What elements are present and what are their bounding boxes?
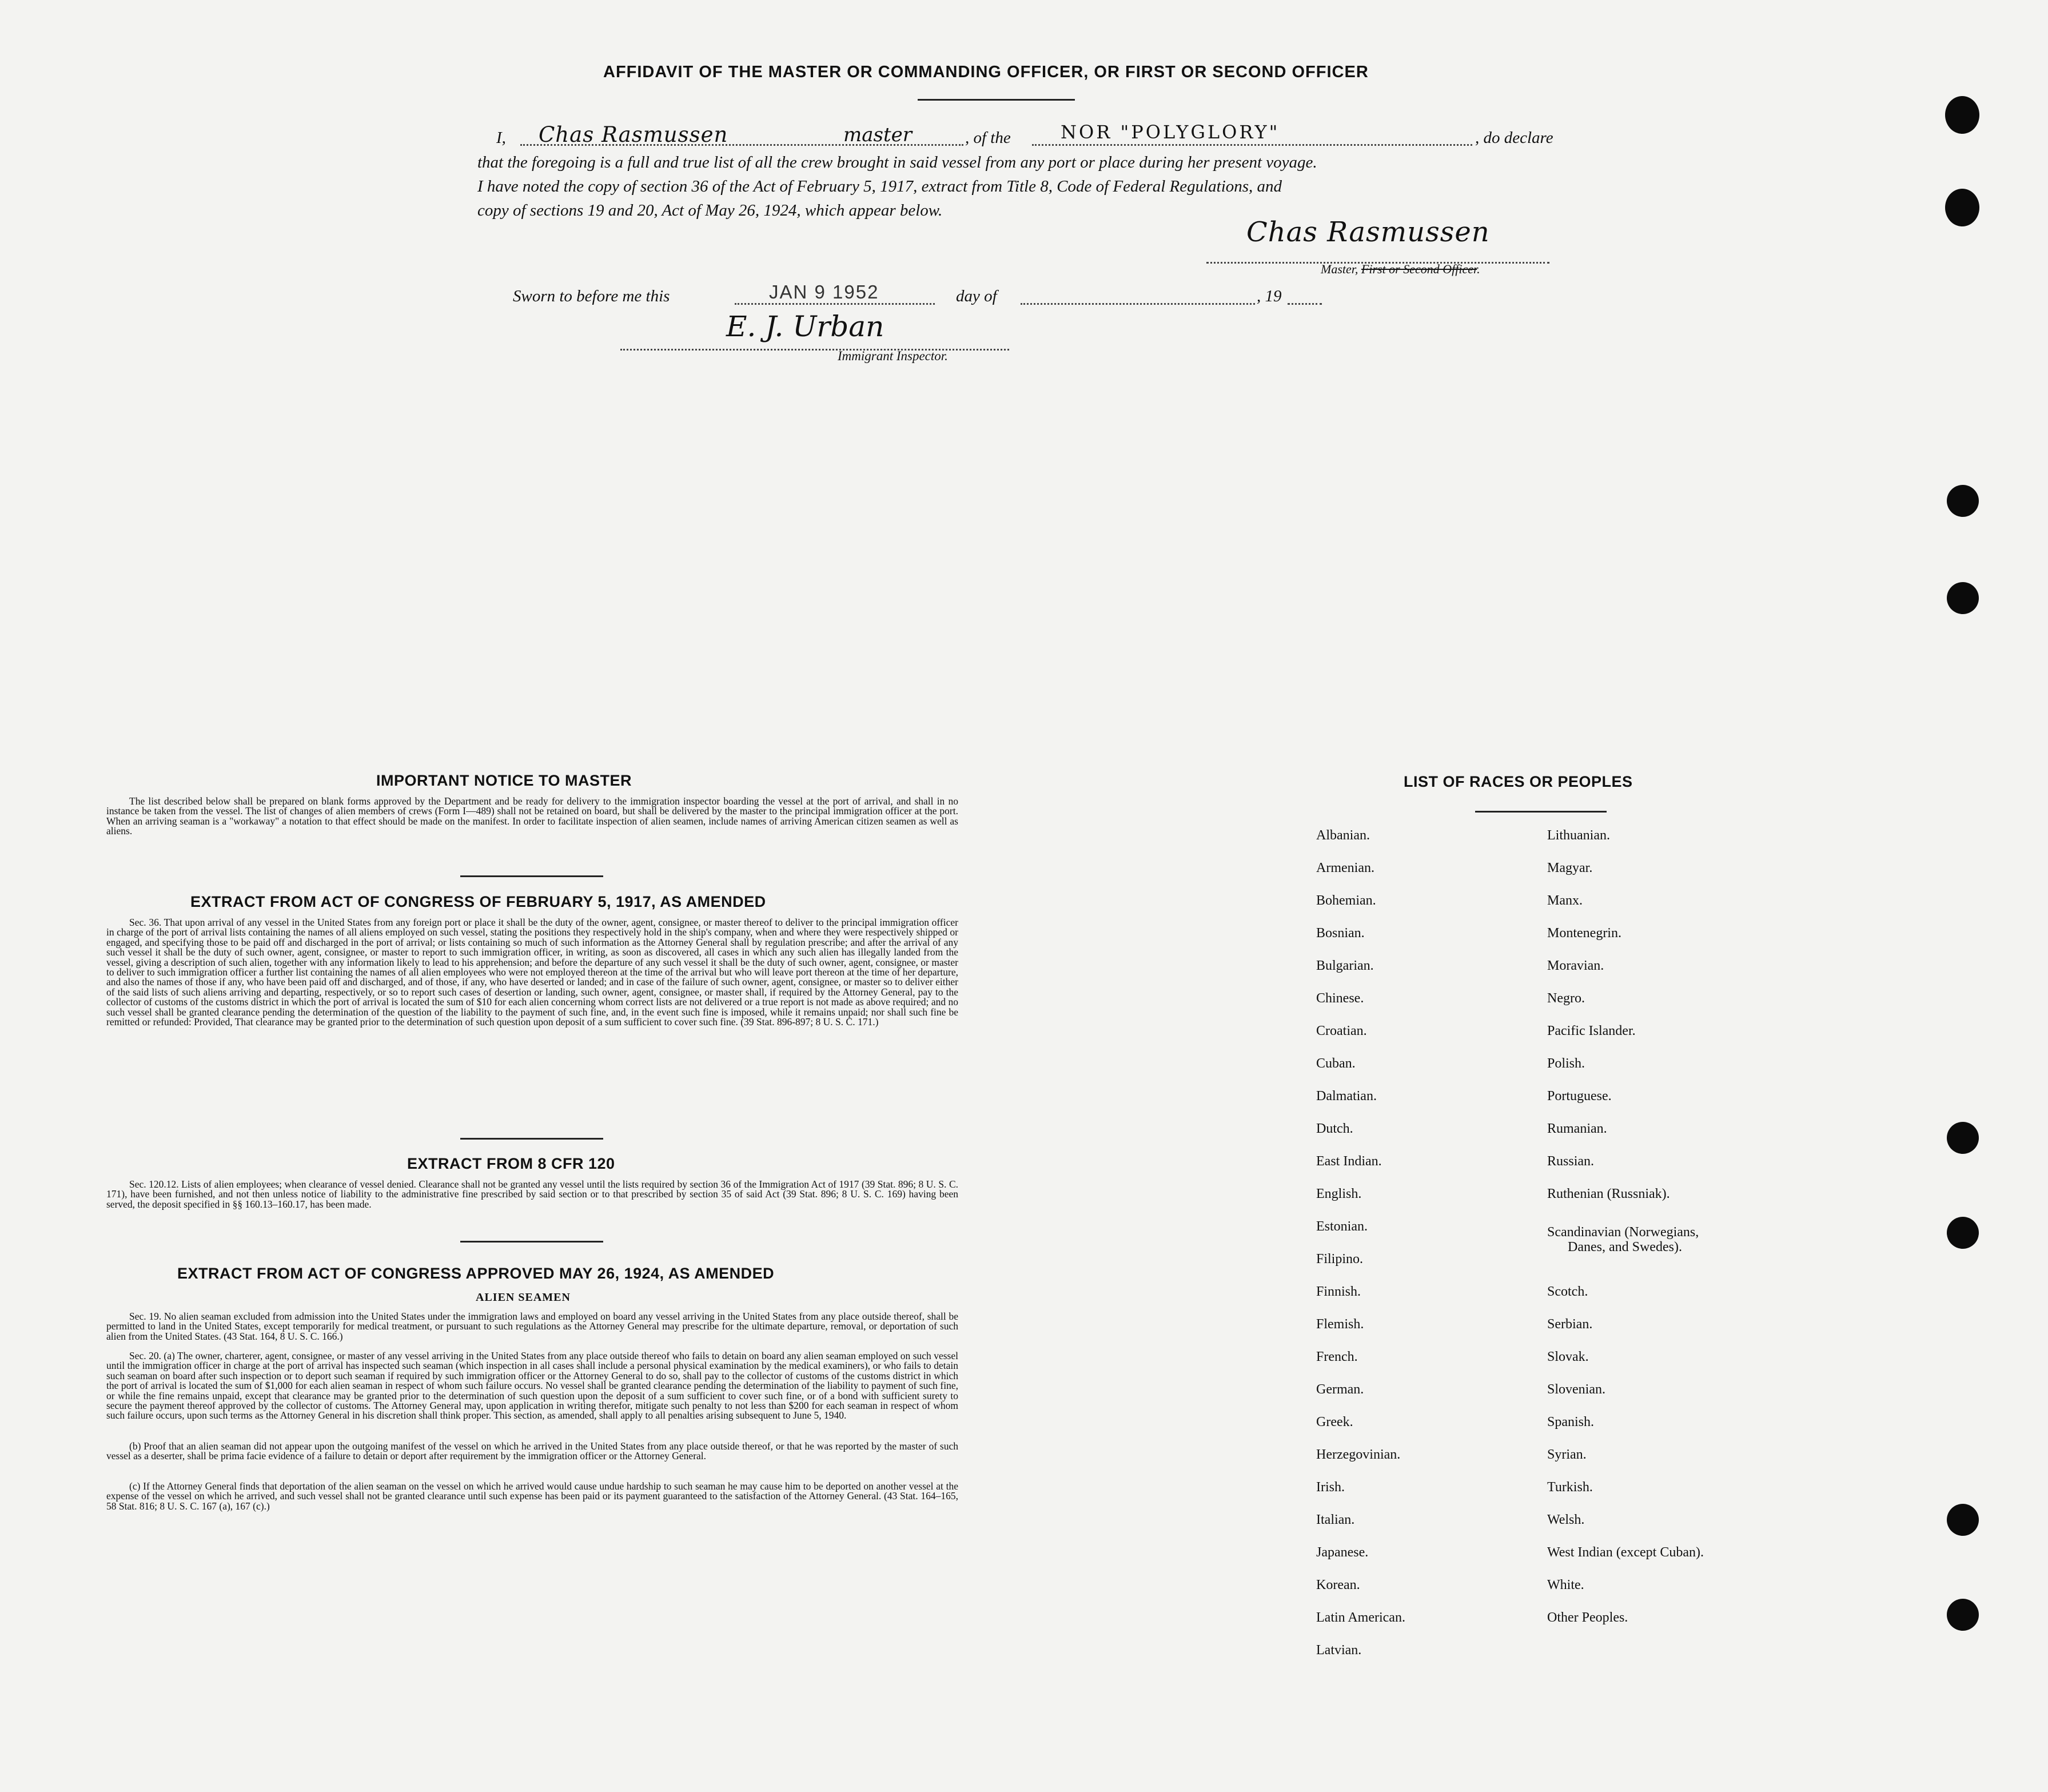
race-right-item: Syrian. — [1547, 1447, 1587, 1462]
race-left-item: Armenian. — [1316, 861, 1374, 875]
alien-seamen-subtitle: ALIEN SEAMEN — [476, 1291, 571, 1304]
race-right-item-continued: Danes, and Swedes). — [1568, 1240, 1682, 1255]
signer-caption-master: Master, — [1321, 262, 1358, 276]
binder-hole — [1947, 1122, 1979, 1154]
race-right-item: Rumanian. — [1547, 1121, 1607, 1136]
race-right-item: Portuguese. — [1547, 1089, 1612, 1104]
race-left-item: English. — [1316, 1186, 1362, 1201]
binder-hole — [1947, 485, 1979, 517]
sec20b-body: (b) Proof that an alien seaman did not appear upon the outgoing manifest of the vessel on which he arrived in the United States from any place outside thereof, or that he was reported by the master of such vessel as a deserter, shall be prima facie evidence of a failure to detain or deport after requirement by the immigration officer or the Attorney General. — [106, 1440, 958, 1462]
race-right-item: Turkish. — [1547, 1480, 1593, 1495]
race-right-item: White. — [1547, 1578, 1584, 1592]
race-left-item: Korean. — [1316, 1578, 1360, 1592]
race-left-item: Irish. — [1316, 1480, 1345, 1495]
inspector-signature-handwritten: E. J. Urban — [726, 310, 884, 343]
race-left-item: Finnish. — [1316, 1284, 1361, 1299]
race-left-item: Dutch. — [1316, 1121, 1353, 1136]
year-prefix: , 19 — [1257, 287, 1282, 305]
race-left-item: Cuban. — [1316, 1056, 1356, 1071]
binder-hole — [1947, 1217, 1979, 1249]
sec20c-body: (c) If the Attorney General finds that deportation of the alien seaman on the vessel on which he arrived would cause undue hardship to such seaman he may cause him to be deported on another vessel at the expense of the vessel on which he arrived, and such vessel shall not be granted clearance until such expense has been paid or its payment guaranteed to the satisfaction of the Attorney General. (43 Stat. 164–165, 58 Stat. 816; 8 U. S. C. 167 (a), 167 (c).) — [106, 1480, 958, 1512]
master-name-field — [520, 122, 963, 147]
race-left-item: Japanese. — [1316, 1545, 1369, 1560]
of-the-label: , of the — [965, 129, 1011, 147]
title-divider — [918, 99, 1075, 101]
race-left-item: Bulgarian. — [1316, 958, 1374, 973]
vessel-field — [1032, 121, 1472, 146]
race-right-item: Montenegrin. — [1547, 926, 1621, 941]
extract-cfr-divider — [460, 1241, 603, 1243]
binder-hole — [1947, 1599, 1979, 1631]
extract-1924-title: EXTRACT FROM ACT OF CONGRESS APPROVED MAY 26, 1924, AS AMENDED — [177, 1265, 775, 1282]
race-right-item: Pacific Islander. — [1547, 1024, 1636, 1038]
affidavit-line-3: I have noted the copy of section 36 of the Act of February 5, 1917, extract from Title 8, Code of Federal Regulations, and — [477, 177, 1282, 196]
races-divider — [1475, 811, 1607, 813]
master-signature-handwritten: Chas Rasmussen — [1246, 216, 1490, 248]
binder-hole — [1945, 96, 1979, 134]
race-right-item: Russian. — [1547, 1154, 1595, 1169]
race-left-item: Italian. — [1316, 1512, 1355, 1527]
race-right-item: Scotch. — [1547, 1284, 1588, 1299]
race-left-item: French. — [1316, 1349, 1358, 1364]
notice-title: IMPORTANT NOTICE TO MASTER — [376, 772, 632, 789]
race-left-item: Bosnian. — [1316, 926, 1365, 941]
extract-cfr-title: EXTRACT FROM 8 CFR 120 — [407, 1155, 615, 1172]
race-left-item: Greek. — [1316, 1415, 1353, 1429]
race-right-item: Manx. — [1547, 893, 1583, 908]
race-left-item: Estonian. — [1316, 1219, 1368, 1234]
binder-hole — [1947, 582, 1979, 614]
race-right-item: Slovak. — [1547, 1349, 1589, 1364]
race-left-item: East Indian. — [1316, 1154, 1382, 1169]
race-right-item: West Indian (except Cuban). — [1547, 1545, 1704, 1560]
race-right-item: Lithuanian. — [1547, 828, 1610, 843]
sworn-date-field — [735, 281, 935, 305]
race-right-item: Slovenian. — [1547, 1382, 1605, 1397]
race-left-item: Croatian. — [1316, 1024, 1367, 1038]
race-right-item: Negro. — [1547, 991, 1585, 1006]
race-left-item: Albanian. — [1316, 828, 1370, 843]
day-of-label: day of — [956, 287, 997, 305]
affidavit-line-1 — [496, 129, 506, 148]
race-left-item: Latvian. — [1316, 1643, 1362, 1658]
month-field — [1021, 286, 1255, 305]
race-left-item: Bohemian. — [1316, 893, 1376, 908]
inspector-caption: Immigrant Inspector. — [838, 349, 948, 363]
race-left-item: Latin American. — [1316, 1610, 1405, 1625]
race-right-item: Magyar. — [1547, 861, 1593, 875]
race-right-item: Other Peoples. — [1547, 1610, 1628, 1625]
affidavit-line-4: copy of sections 19 and 20, Act of May 26, 1924, which appear below. — [477, 201, 943, 220]
race-right-item: Moravian. — [1547, 958, 1604, 973]
master-rank-handwritten: master — [843, 124, 912, 146]
line1-prefix: I, — [496, 129, 506, 147]
race-left-item: Herzegovinian. — [1316, 1447, 1401, 1462]
affidavit-title: AFFIDAVIT OF THE MASTER OR COMMANDING OFFICER, OR FIRST OR SECOND OFFICER — [603, 63, 1369, 81]
extract-1917-body: Sec. 36. That upon arrival of any vessel in the United States from any foreign port or place it shall be the duty of the owner, agent, consignee, or master thereof to deliver to the principal immigration officer in charge of the port of arrival lists containing the names of all aliens employed on such vessel, stating the positions they respectively hold in the ship's company, when and where they were respectively shipped or engaged, and specifying those to be paid off and discharged in the port of arrival; or lists containing so much of such information as the Attorney General shall by regulation prescribe; and after the arrival of any such vessel it shall be the duty of such owner, agent, consignee, or master to report to such immigration officer, in writing, as soon as discovered, all cases in which any such alien has illegally landed from the vessel, giving a description of such alien, together with any information likely to lead to his apprehension; and before the departure of any such vessel it shall be the duty of such owner, agent, consignee, or master to deliver to such immigration officer a further list containing the names of all alien employees who were not employed thereon at the time of the arrival but who will leave port thereon at the time of her departure, and also the names of those if any, who have been paid off and discharged, and of those, if any, who have deserted or landed; and in case of the failure of such owner, agent, consignee, or master so to deliver either of the said lists of such aliens arriving and departing, respectively, or so to report such cases of desertion or landing, such owner, agent, consignee, or master shall, if required by the Attorney General, pay to the collector of customs of the customs district in which the port of arrival is located the sum of $10 for each alien concerning whom correct lists are not delivered or a true report is not made as above required; and no such vessel shall be granted clearance pending the determination of the question of the liability to the payment of such fine, and, in the event such fine is imposed, while it remains unpaid; nor shall such fine be remitted or refunded: Provided, That clearance may be granted prior to the determination of such question upon deposit of a sum sufficient to cover such fine. (39 Stat. 896-897; 8 U. S. C. 171.) — [106, 917, 958, 1028]
sworn-label: Sworn to before me this — [513, 287, 670, 305]
extract-1917-divider — [460, 1138, 603, 1140]
vessel-handwritten: NOR "POLYGLORY" — [1061, 121, 1280, 143]
race-right-item: Spanish. — [1547, 1415, 1595, 1429]
race-left-item: Chinese. — [1316, 991, 1364, 1006]
signer-caption-struck: First or Second Officer — [1361, 262, 1477, 276]
race-right-item: Scandinavian (Norwegians, — [1547, 1225, 1699, 1240]
extract-cfr-body: Sec. 120.12. Lists of alien employees; when clearance of vessel denied. Clearance shall not be granted any vessel until the lists required by section 36 of the Immigration Act of 1917 (39 Stat. 896; 8 U. S. C. 171), have been furnished, and not then unless notice of liability to the administrative fine prescribed by said section or to that prescribed by section 35 of said Act (39 Stat. 896; 8 U. S. C. 169) having been served, the deposit specified in §§ 160.13–160.17, has been made. — [106, 1178, 958, 1210]
notice-body: The list described below shall be prepared on blank forms approved by the Department and be ready for delivery to the immigration inspector boarding the vessel at the port of arrival, and shall in no instance be taken from the vessel. The list of changes of alien members of crews (Form I—489) shall not be retained on board, but shall be delivered by the master to the principal immigration officer at the port. When an arriving seaman is a "workaway" a notation to that effect should be made on the manifest. In order to facilitate inspection of alien seamen, include names of arriving American citizen seamen as well as aliens. — [106, 795, 958, 837]
master-name-handwritten: Chas Rasmussen — [539, 122, 728, 147]
sec19-body: Sec. 19. No alien seaman excluded from admission into the United States under the immigration laws and employed on board any vessel arriving in the United States from any place outside thereof, shall be permitted to land in the United States, except temporarily for medical treatment, or pursuant to such regulations as the Attorney General may prescribe for the ultimate departure, removal, or deportation of such alien from the United States. (43 Stat. 164, 8 U. S. C. 166.) — [106, 1311, 958, 1342]
notice-divider — [460, 875, 603, 877]
race-right-item: Serbian. — [1547, 1317, 1593, 1332]
affidavit-line-2: that the foregoing is a full and true list of all the crew brought in said vessel from any port or place during her present voyage. — [477, 153, 1317, 172]
race-left-item: Dalmatian. — [1316, 1089, 1377, 1104]
race-right-item: Ruthenian (Russniak). — [1547, 1186, 1670, 1201]
sec20a-body: Sec. 20. (a) The owner, charterer, agent, consignee, or master of any vessel arriving in the United States from any place outside thereof who fails to detain on board any alien seaman employed on such vessel until the immigration officer in charge at the port of arrival has inspected such seaman (which inspection in all cases shall include a personal physical examination by the medical examiners), or who fails to detain such seaman on board after such inspection or to deport such seaman if required by such immigration officer or the Attorney General to do so, shall pay to the collector of customs of the customs district in which the port of arrival is located the sum of $1,000 for each alien seaman in respect of whom such failure occurs. No vessel shall be granted clearance pending the determination of the liability to payment of such fine, or while the fine remains unpaid, except that clearance may be granted prior to the determination of such question upon the deposit of a sum sufficient to cover such fine, or of a bond with sufficient surety to secure the payment thereof approved by the collector of customs. The Attorney General may, upon application in writing therefor, mitigate such penalty to not less than $200 for each seaman in respect of whom such failure occurs, upon such terms as the Attorney General in his discretion shall think proper. This section, as amended, shall apply to all penalties arising subsequent to June 5, 1940. — [106, 1350, 958, 1421]
signer-caption-period: . — [1477, 262, 1480, 276]
sworn-date-stamp: JAN 9 1952 — [769, 281, 879, 302]
binder-hole — [1945, 189, 1979, 226]
year-field — [1288, 286, 1322, 305]
binder-hole — [1947, 1504, 1979, 1536]
extract-1917-title: EXTRACT FROM ACT OF CONGRESS OF FEBRUARY 5, 1917, AS AMENDED — [190, 893, 766, 910]
race-left-item: German. — [1316, 1382, 1364, 1397]
race-right-item: Welsh. — [1547, 1512, 1585, 1527]
race-left-item: Filipino. — [1316, 1252, 1364, 1267]
races-title: LIST OF RACES OR PEOPLES — [1404, 773, 1633, 790]
do-declare-label: , do declare — [1475, 129, 1553, 147]
race-left-item: Flemish. — [1316, 1317, 1364, 1332]
race-right-item: Polish. — [1547, 1056, 1585, 1071]
signer-caption — [1321, 262, 1480, 277]
